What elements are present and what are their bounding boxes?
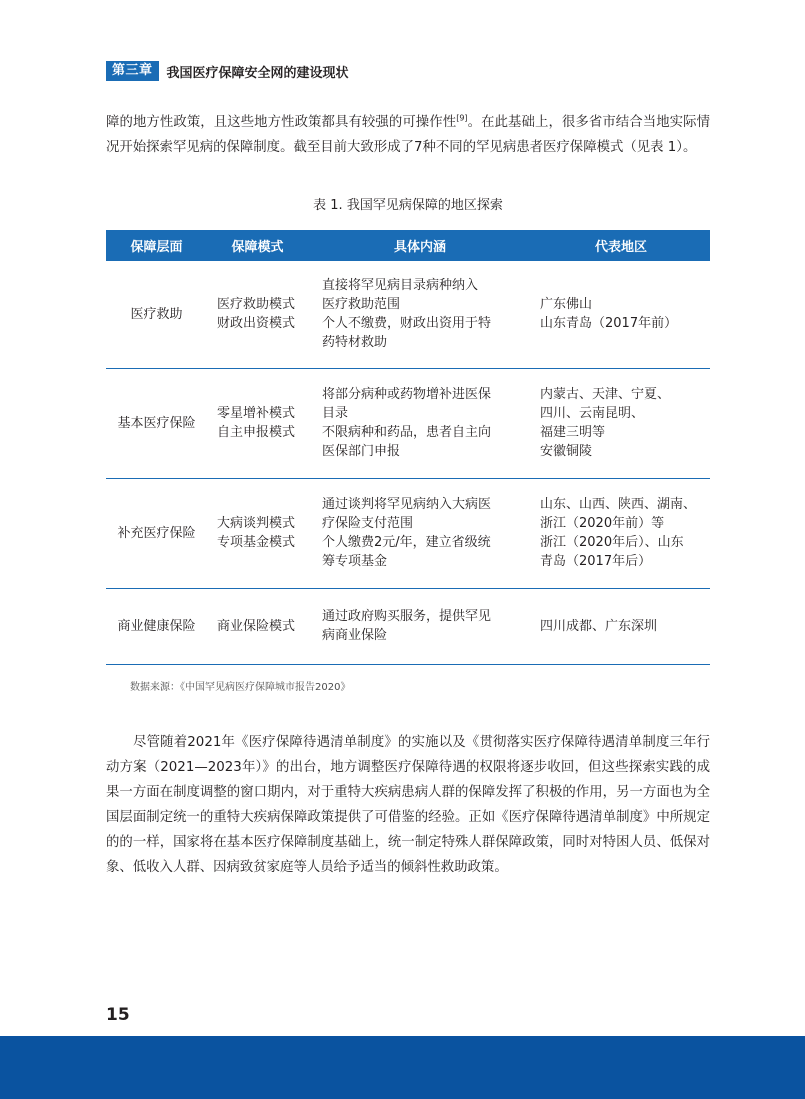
cell-regions bbox=[532, 261, 710, 368]
cell-level: 补充医疗保险 bbox=[106, 478, 207, 588]
cell-models bbox=[207, 588, 308, 664]
cell-models bbox=[207, 261, 308, 368]
cell-models bbox=[207, 368, 308, 478]
citation-reference: [9] bbox=[456, 113, 468, 123]
content-line: 疗保险支付范围 bbox=[322, 516, 414, 531]
table-caption: 表 1. 我国罕见病保障的地区探索 bbox=[313, 198, 503, 213]
column-header-level: 保障层面 bbox=[106, 230, 207, 261]
region-line: 广东佛山 bbox=[540, 297, 593, 313]
content-line: 通过谈判将罕见病纳入大病医 bbox=[322, 497, 492, 512]
content-line: 通过政府购买服务，提供罕见 bbox=[322, 609, 492, 624]
intro-paragraph bbox=[106, 110, 710, 160]
cell-regions bbox=[532, 478, 710, 588]
cell-content bbox=[308, 478, 532, 588]
content-line: 直接将罕见病目录病种纳入 bbox=[322, 278, 479, 294]
region-line: 浙江（2020年前）等 bbox=[540, 516, 665, 531]
column-header-content: 具体内涵 bbox=[308, 230, 532, 261]
content-line: 筹专项基金 bbox=[322, 554, 388, 569]
table-row bbox=[106, 478, 710, 588]
region-line: 福建三明等 bbox=[540, 425, 606, 440]
cell-content bbox=[308, 588, 532, 664]
cell-models bbox=[207, 478, 308, 588]
region-line: 青岛（2017年后） bbox=[540, 554, 652, 569]
intro-text-start: 障的地方性政策，且这些地方性政策都具有较强的可操作性 bbox=[106, 115, 457, 130]
cell-content bbox=[308, 261, 532, 368]
cell-regions bbox=[532, 368, 710, 478]
content-line: 病商业保险 bbox=[322, 628, 388, 643]
model-line: 大病谈判模式 bbox=[217, 516, 296, 531]
footer-band bbox=[0, 1036, 805, 1099]
model-line: 专项基金模式 bbox=[217, 535, 296, 550]
cell-level: 医疗救助 bbox=[106, 261, 207, 368]
cell-level: 商业健康保险 bbox=[106, 588, 207, 664]
cell-regions bbox=[532, 588, 710, 664]
intro-text-end: 。在此基础上，很多省市结合当地实际情况开始探索罕见病的保障制度。截至目前大致形成了7种不同的罕见病患者医疗保障模式（见表 1）。 bbox=[106, 115, 711, 155]
model-line: 商业保险模式 bbox=[217, 618, 296, 634]
region-line: 安徽铜陵 bbox=[540, 444, 593, 459]
content-line: 药特材救助 bbox=[322, 335, 388, 351]
region-line: 四川、云南昆明、 bbox=[540, 406, 645, 421]
model-line: 零星增补模式 bbox=[217, 406, 296, 421]
content-line: 目录 bbox=[322, 406, 349, 421]
table-row bbox=[106, 368, 710, 478]
content-line: 医疗救助范围 bbox=[322, 297, 401, 313]
region-line: 四川成都、广东深圳 bbox=[540, 618, 658, 634]
content-line: 不限病种和药品，患者自主向 bbox=[322, 425, 492, 440]
chapter-header bbox=[106, 61, 349, 81]
model-line: 医疗救助模式 bbox=[217, 297, 296, 313]
body-paragraph: 尽管随着2021年《医疗保障待遇清单制度》的实施以及《贯彻落实医疗保障待遇清单制度三年行动方案（2021—2023年）》的出台，地方调整医疗保障待遇的权限将逐步收回，但这些探索实践的成果一方面在制度调整的窗口期内，对于重特大疾病患病人群的保障发挥了积极的作用，另一方面也为全国层面制定统一的重特大疾病保障政策提供了可借鉴的经验。正如《医疗保障待遇清单制度》中所规定的的一样，国家将在基本医疗保障制度基础上，统一制定特殊人群保障政策，同时对特困人员、低保对象、低收入人群、因病致贫家庭等人员给予适当的倾斜性救助政策。 bbox=[106, 735, 710, 875]
model-line: 财政出资模式 bbox=[217, 316, 296, 332]
cell-level: 基本医疗保险 bbox=[106, 368, 207, 478]
chapter-badge: 第三章 bbox=[106, 61, 159, 81]
table-row bbox=[106, 588, 710, 664]
region-line: 浙江（2020年后）、山东 bbox=[540, 535, 684, 550]
region-line: 内蒙古、天津、宁夏、 bbox=[540, 387, 671, 402]
chapter-title: 我国医疗保障安全网的建设现状 bbox=[166, 65, 349, 81]
table-header-row bbox=[106, 230, 710, 261]
region-line: 山东、山西、陕西、湖南、 bbox=[540, 497, 697, 512]
model-line: 自主申报模式 bbox=[217, 425, 296, 440]
page-number: 15 bbox=[106, 1005, 130, 1025]
content-line: 个人缴费2元/年，建立省级统 bbox=[322, 535, 491, 550]
cell-content bbox=[308, 368, 532, 478]
content-line: 个人不缴费，财政出资用于特 bbox=[322, 316, 492, 332]
column-header-model: 保障模式 bbox=[207, 230, 308, 261]
region-line: 山东青岛（2017年前） bbox=[540, 316, 678, 332]
column-header-regions: 代表地区 bbox=[532, 230, 710, 261]
content-line: 将部分病种或药物增补进医保 bbox=[322, 387, 492, 402]
table-row bbox=[106, 261, 710, 368]
data-source-note: 数据来源：《中国罕见病医疗保障城市报告2020》 bbox=[130, 682, 351, 693]
content-line: 医保部门申报 bbox=[322, 444, 401, 459]
regional-exploration-table bbox=[106, 230, 710, 665]
